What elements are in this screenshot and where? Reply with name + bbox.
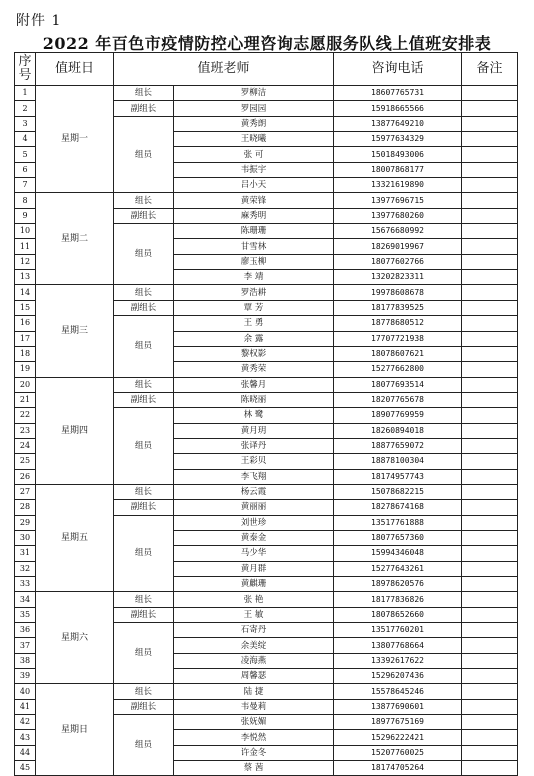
teacher-name: 王 敏: [174, 607, 334, 622]
duty-day: 星期四: [36, 377, 114, 484]
duty-day: 星期二: [36, 193, 114, 285]
row-number: 43: [15, 730, 36, 745]
role-label: 组员: [114, 715, 174, 776]
role-label: 组长: [114, 86, 174, 101]
header-index: 序号: [15, 53, 36, 86]
phone-number: 18007868177: [334, 162, 462, 177]
row-number: 13: [15, 270, 36, 285]
row-number: 25: [15, 454, 36, 469]
role-label: 组长: [114, 484, 174, 499]
row-number: 29: [15, 515, 36, 530]
phone-number: 13877690601: [334, 699, 462, 714]
role-label: 组员: [114, 316, 174, 377]
teacher-name: 甘雪林: [174, 239, 334, 254]
teacher-name: 麻秀明: [174, 208, 334, 223]
phone-number: 15078682215: [334, 484, 462, 499]
note-cell: [462, 239, 518, 254]
duty-schedule-table: [14, 52, 518, 776]
row-number: 44: [15, 745, 36, 760]
phone-number: 13202823311: [334, 270, 462, 285]
row-number: 31: [15, 546, 36, 561]
teacher-name: 陆 捷: [174, 684, 334, 699]
note-cell: [462, 423, 518, 438]
role-label: 组员: [114, 116, 174, 193]
teacher-name: 覃 芳: [174, 300, 334, 315]
phone-number: 18077602766: [334, 254, 462, 269]
teacher-name: 张妩媚: [174, 715, 334, 730]
table-row: [15, 377, 518, 392]
teacher-name: 张 艳: [174, 592, 334, 607]
teacher-name: 黄荣锋: [174, 193, 334, 208]
note-cell: [462, 684, 518, 699]
table-header-row: [15, 53, 518, 86]
row-number: 33: [15, 577, 36, 592]
note-cell: [462, 653, 518, 668]
role-label: 副组长: [114, 607, 174, 622]
teacher-name: 韦曼莉: [174, 699, 334, 714]
header-note: 备注: [462, 53, 518, 86]
phone-number: 13517761888: [334, 515, 462, 530]
note-cell: [462, 699, 518, 714]
table-row: [15, 484, 518, 499]
row-number: 12: [15, 254, 36, 269]
note-cell: [462, 178, 518, 193]
row-number: 28: [15, 500, 36, 515]
phone-number: 15578645246: [334, 684, 462, 699]
note-cell: [462, 316, 518, 331]
row-number: 23: [15, 423, 36, 438]
role-label: 组长: [114, 285, 174, 300]
role-label: 组长: [114, 592, 174, 607]
note-cell: [462, 577, 518, 592]
phone-number: 18778680512: [334, 316, 462, 331]
row-number: 36: [15, 623, 36, 638]
teacher-name: 余美绽: [174, 638, 334, 653]
phone-number: 18078652660: [334, 607, 462, 622]
duty-day: 星期五: [36, 484, 114, 591]
phone-number: 15018493006: [334, 147, 462, 162]
phone-number: 13517760201: [334, 623, 462, 638]
phone-number: 17707721938: [334, 331, 462, 346]
note-cell: [462, 362, 518, 377]
phone-number: 13977680260: [334, 208, 462, 223]
teacher-name: 张译丹: [174, 438, 334, 453]
note-cell: [462, 500, 518, 515]
row-number: 17: [15, 331, 36, 346]
note-cell: [462, 86, 518, 101]
note-cell: [462, 745, 518, 760]
note-cell: [462, 715, 518, 730]
note-cell: [462, 530, 518, 545]
phone-number: 18877659072: [334, 438, 462, 453]
header-teacher: 值班老师: [114, 53, 334, 86]
role-label: 副组长: [114, 699, 174, 714]
note-cell: [462, 592, 518, 607]
row-number: 10: [15, 224, 36, 239]
note-cell: [462, 224, 518, 239]
duty-day: 星期日: [36, 684, 114, 776]
phone-number: 18077693514: [334, 377, 462, 392]
table-row: [15, 285, 518, 300]
note-cell: [462, 116, 518, 131]
teacher-name: 王 勇: [174, 316, 334, 331]
phone-number: 19978608678: [334, 285, 462, 300]
teacher-name: 许金冬: [174, 745, 334, 760]
phone-number: 13807768664: [334, 638, 462, 653]
teacher-name: 王晓曦: [174, 132, 334, 147]
row-number: 8: [15, 193, 36, 208]
table-row: [15, 684, 518, 699]
phone-number: 13977696715: [334, 193, 462, 208]
teacher-name: 马少华: [174, 546, 334, 561]
role-label: 副组长: [114, 101, 174, 116]
duty-day: 星期一: [36, 86, 114, 193]
note-cell: [462, 761, 518, 776]
note-cell: [462, 454, 518, 469]
note-cell: [462, 147, 518, 162]
role-label: 组员: [114, 408, 174, 485]
phone-number: 18177836826: [334, 592, 462, 607]
phone-number: 15207760025: [334, 745, 462, 760]
row-number: 34: [15, 592, 36, 607]
teacher-name: 吕小天: [174, 178, 334, 193]
role-label: 组长: [114, 193, 174, 208]
note-cell: [462, 484, 518, 499]
note-cell: [462, 515, 518, 530]
row-number: 40: [15, 684, 36, 699]
note-cell: [462, 132, 518, 147]
teacher-name: 黄麒珊: [174, 577, 334, 592]
row-number: 21: [15, 392, 36, 407]
row-number: 19: [15, 362, 36, 377]
teacher-name: 陈晓丽: [174, 392, 334, 407]
teacher-name: 张 可: [174, 147, 334, 162]
row-number: 39: [15, 669, 36, 684]
row-number: 30: [15, 530, 36, 545]
phone-number: 18269019967: [334, 239, 462, 254]
row-number: 26: [15, 469, 36, 484]
role-label: 副组长: [114, 392, 174, 407]
phone-number: 15918665566: [334, 101, 462, 116]
note-cell: [462, 300, 518, 315]
phone-number: 13321619890: [334, 178, 462, 193]
phone-number: 18078607621: [334, 346, 462, 361]
row-number: 24: [15, 438, 36, 453]
row-number: 22: [15, 408, 36, 423]
row-number: 6: [15, 162, 36, 177]
note-cell: [462, 392, 518, 407]
table-row: [15, 86, 518, 101]
role-label: 组长: [114, 684, 174, 699]
row-number: 7: [15, 178, 36, 193]
teacher-name: 王彩贝: [174, 454, 334, 469]
note-cell: [462, 638, 518, 653]
row-number: 20: [15, 377, 36, 392]
teacher-name: 余 露: [174, 331, 334, 346]
note-cell: [462, 331, 518, 346]
role-label: 组员: [114, 623, 174, 684]
note-cell: [462, 208, 518, 223]
row-number: 16: [15, 316, 36, 331]
teacher-name: 刘世珍: [174, 515, 334, 530]
phone-number: 15277662800: [334, 362, 462, 377]
row-number: 5: [15, 147, 36, 162]
teacher-name: 杨云霞: [174, 484, 334, 499]
note-cell: [462, 546, 518, 561]
row-number: 11: [15, 239, 36, 254]
note-cell: [462, 469, 518, 484]
teacher-name: 周馨瑟: [174, 669, 334, 684]
role-label: 组员: [114, 515, 174, 592]
row-number: 14: [15, 285, 36, 300]
teacher-name: 韦振宇: [174, 162, 334, 177]
teacher-name: 黄秀荣: [174, 362, 334, 377]
phone-number: 18878100304: [334, 454, 462, 469]
role-label: 副组长: [114, 300, 174, 315]
row-number: 41: [15, 699, 36, 714]
role-label: 组员: [114, 224, 174, 285]
role-label: 副组长: [114, 208, 174, 223]
teacher-name: 黄月群: [174, 561, 334, 576]
phone-number: 18978620576: [334, 577, 462, 592]
attachment-label: 附件 1: [16, 13, 62, 29]
note-cell: [462, 377, 518, 392]
phone-number: 18207765678: [334, 392, 462, 407]
note-cell: [462, 254, 518, 269]
teacher-name: 张馨月: [174, 377, 334, 392]
duty-day: 星期三: [36, 285, 114, 377]
row-number: 2: [15, 101, 36, 116]
row-number: 3: [15, 116, 36, 131]
note-cell: [462, 162, 518, 177]
teacher-name: 陈珊珊: [174, 224, 334, 239]
page-title: 2022 年百色市疫情防控心理咨询志愿服务队线上值班安排表: [42, 34, 492, 53]
row-number: 35: [15, 607, 36, 622]
phone-number: 15296207436: [334, 669, 462, 684]
role-label: 副组长: [114, 500, 174, 515]
teacher-name: 黄月玥: [174, 423, 334, 438]
phone-number: 18174705264: [334, 761, 462, 776]
phone-number: 15277643261: [334, 561, 462, 576]
teacher-name: 李悦然: [174, 730, 334, 745]
teacher-name: 李飞翔: [174, 469, 334, 484]
teacher-name: 黄泰金: [174, 530, 334, 545]
header-day: 值班日: [36, 53, 114, 86]
phone-number: 15977634329: [334, 132, 462, 147]
note-cell: [462, 101, 518, 116]
row-number: 45: [15, 761, 36, 776]
phone-number: 18077657360: [334, 530, 462, 545]
phone-number: 13877649210: [334, 116, 462, 131]
table-row: [15, 193, 518, 208]
teacher-name: 黄秀朗: [174, 116, 334, 131]
phone-number: 18260894018: [334, 423, 462, 438]
role-label: 组长: [114, 377, 174, 392]
phone-number: 15994346048: [334, 546, 462, 561]
duty-day: 星期六: [36, 592, 114, 684]
phone-number: 18177839525: [334, 300, 462, 315]
phone-number: 18977675169: [334, 715, 462, 730]
teacher-name: 石寄丹: [174, 623, 334, 638]
teacher-name: 凌海燕: [174, 653, 334, 668]
phone-number: 18278674168: [334, 500, 462, 515]
row-number: 37: [15, 638, 36, 653]
phone-number: 18174957743: [334, 469, 462, 484]
note-cell: [462, 285, 518, 300]
note-cell: [462, 623, 518, 638]
row-number: 18: [15, 346, 36, 361]
teacher-name: 罗柳洁: [174, 86, 334, 101]
row-number: 4: [15, 132, 36, 147]
table-row: [15, 592, 518, 607]
row-number: 38: [15, 653, 36, 668]
phone-number: 18907769959: [334, 408, 462, 423]
phone-number: 15676680992: [334, 224, 462, 239]
teacher-name: 罗浩耕: [174, 285, 334, 300]
row-number: 9: [15, 208, 36, 223]
phone-number: 13392617622: [334, 653, 462, 668]
phone-number: 15296222421: [334, 730, 462, 745]
note-cell: [462, 270, 518, 285]
note-cell: [462, 561, 518, 576]
teacher-name: 罗园园: [174, 101, 334, 116]
note-cell: [462, 607, 518, 622]
teacher-name: 林 鹭: [174, 408, 334, 423]
note-cell: [462, 669, 518, 684]
header-phone: 咨询电话: [334, 53, 462, 86]
note-cell: [462, 346, 518, 361]
row-number: 27: [15, 484, 36, 499]
note-cell: [462, 438, 518, 453]
teacher-name: 廖玉柳: [174, 254, 334, 269]
phone-number: 18607765731: [334, 86, 462, 101]
row-number: 15: [15, 300, 36, 315]
teacher-name: 李 靖: [174, 270, 334, 285]
row-number: 32: [15, 561, 36, 576]
row-number: 42: [15, 715, 36, 730]
note-cell: [462, 730, 518, 745]
row-number: 1: [15, 86, 36, 101]
teacher-name: 黄丽丽: [174, 500, 334, 515]
teacher-name: 黎权影: [174, 346, 334, 361]
teacher-name: 蔡 茜: [174, 761, 334, 776]
note-cell: [462, 408, 518, 423]
note-cell: [462, 193, 518, 208]
